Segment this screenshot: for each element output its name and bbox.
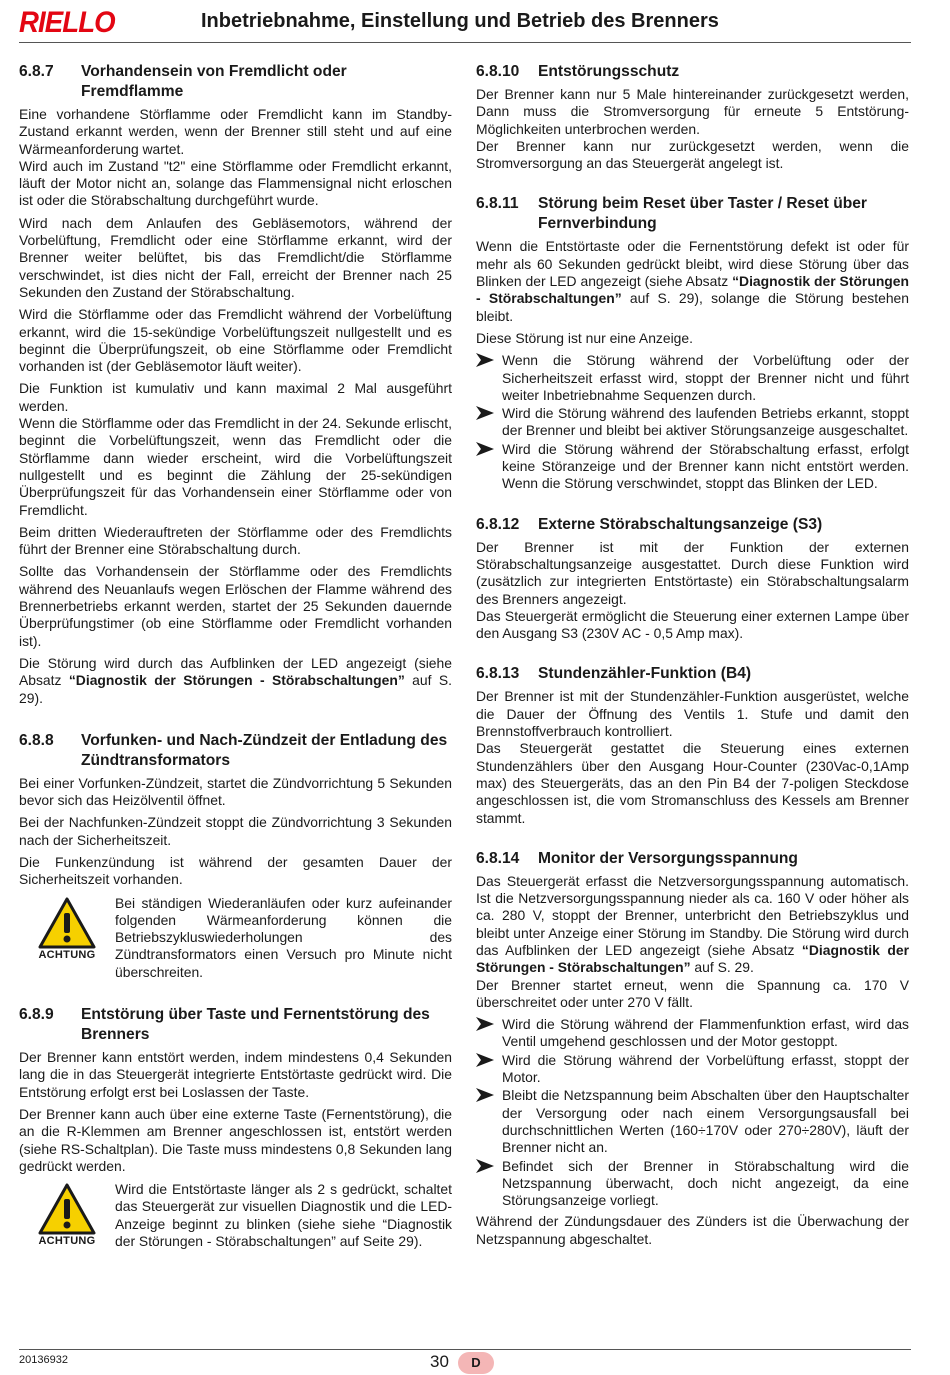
- section-title: Stundenzähler-Funktion (B4): [538, 665, 752, 683]
- warning-text: Wird die Entstörtaste länger als 2 s gedrückt, schaltet das Steuergerät zur visuellen Diagnostik und die LED-Anzeige beginnt zu blinken (siehe siehe “Diagnostik der Störungen - Störabschaltungen” auf Seite 29).: [115, 1181, 452, 1250]
- warning-icon-block: [19, 1181, 115, 1250]
- list-item: [476, 1052, 909, 1087]
- section-number: 6.8.14: [476, 849, 520, 867]
- list-item: [476, 441, 909, 493]
- document-number: 20136932: [19, 1354, 68, 1366]
- paragraph: Sollte das Vorhandensein der Störflamme oder des Fremdlichts während des Neuanlaufs wegen Erlöschen der Flamme während des Brennerbetriebs erkannt werden, startet der 25 Sekunden dauernde Überprüfungstimer (ob eine Störflamme oder Fremdlicht vorhanden ist).: [19, 563, 452, 649]
- page-title: Inbetriebnahme, Einstellung und Betrieb des Brenners: [201, 10, 719, 32]
- section-heading: [19, 731, 452, 771]
- section-heading: [476, 62, 909, 82]
- paragraph: Wenn die Störflamme oder das Fremdlicht in der 24. Sekunde erlischt, beginnt die Vorbelüftungszeit, wenn das Fremdlicht oder die Störflamme dann wieder erscheint, wird die Vorbelüftungszeit nullgestellt und es beginnt die Zählung der 25-sekündigen Überprüfungszeit für das Vorhandensein einer Störflamme oder von Fremdlicht.: [19, 415, 452, 518]
- section-title: Entstörung über Taste und Fernentstörung des Brenners: [81, 1006, 430, 1044]
- section-6-8-14: [476, 849, 909, 1248]
- paragraph: Die Funkenzündung ist während der gesamten Dauer der Sicherheitszeit vorhanden.: [19, 853, 452, 888]
- paragraph: Eine vorhandene Störflamme oder Fremdlicht kann im Standby-Zustand erkannt werden, wenn der Brenner still steht und auf eine Wärmeanforderung wartet.: [19, 106, 452, 157]
- list-item-text: Wird die Störung während des laufenden Betriebs erkannt, stoppt der Brenner und bleibt bei aktiver Störungsanzeige ausgeschaltet.: [502, 405, 909, 439]
- paragraph: Beim dritten Wiederauftreten der Störflamme oder des Fremdlichts führt der Brenner eine Störabschaltung durch.: [19, 523, 452, 558]
- section-heading: [476, 194, 909, 234]
- section-heading: [19, 62, 452, 102]
- warning-text: Bei ständigen Wiederanläufen oder kurz aufeinander folgenden Wärmeanforderung können die Betriebszykluswiederholungen des Zündtransformators einen Versuch pro Minute nicht überschreiten.: [115, 894, 452, 980]
- paragraph: Bei der Nachfunken-Zündzeit stoppt die Zündvorrichtung 3 Sekunden nach der Sicherheitszeit.: [19, 814, 452, 848]
- paragraph: [19, 655, 452, 707]
- warning-label: ACHTUNG: [38, 1235, 96, 1248]
- diagnostics-reference: “Diagnostik der Störungen - Störabschaltungen”: [476, 941, 909, 976]
- arrow-bullet-icon: [476, 1159, 494, 1173]
- section-6-8-7: [19, 62, 452, 707]
- arrow-bullet-icon: [476, 1088, 494, 1102]
- arrow-bullet-icon: [476, 1053, 494, 1067]
- section-heading: [19, 1005, 452, 1045]
- bullet-list: [476, 352, 909, 492]
- section-number: 6.8.12: [476, 515, 520, 533]
- paragraph: Der Brenner ist mit der Stundenzähler-Funktion ausgerüstet, welche die Dauer der Öffnung des Ventils 1. Stufe und damit den Brennstoffverbrauch kontrolliert.: [476, 688, 909, 740]
- list-item-text: Wird die Störung während der Flammenfunktion erfast, wird das Ventil umgehend geschlossen und der Motor gestoppt.: [502, 1016, 909, 1050]
- section-title: Externe Störabschaltungsanzeige (S3): [538, 515, 823, 533]
- list-item-text: Wird die Störung während der Störabschaltung erfasst, erfolgt keine Störanzeige und der Brenner kann nicht entstört werden. Wenn die Störung verschwindet, stoppt das Blinken der LED.: [502, 440, 909, 492]
- paragraph: Wird auch im Zustand "t2" eine Störflamme oder Fremdlicht erkannt, läuft der Motor nicht an, solange das Flammensignal nicht erloschen ist oder die Störabschaltung durchgeführt wurde.: [19, 157, 452, 209]
- section-heading: [476, 664, 909, 684]
- paragraph: Wird die Störflamme oder das Fremdlicht während der Vorbelüftung erkannt, wird die 15-sekündige Vorbelüftungszeit nullgestellt und es beginnt die Überprüfungszeit, ob eine Störflamme oder Fremdlicht vorhanden ist (der Gebläsemotor läuft weiter).: [19, 306, 452, 375]
- arrow-bullet-icon: [476, 442, 494, 456]
- section-number: 6.8.9: [19, 1006, 54, 1024]
- section-number: 6.8.13: [476, 665, 520, 683]
- warning-box: [19, 895, 452, 981]
- text-span: Wenn die Entstörtaste oder die Fernentstörung defekt ist oder für mehr als 60 Sekunden gedrückt bleibt, wird diese Störung über das Blinken der LED angezeigt (siehe Absatz: [476, 238, 909, 290]
- text-span: Die Störung wird durch das Aufblinken der LED angezeigt (siehe Absatz: [19, 654, 452, 689]
- paragraph: Das Steuergerät gestattet die Steuerung eines externen Stundenzählers über den Ausgang Hour-Counter (230Vac-0,1Amp max) des Steuergeräts, das an den Pin B4 der 7-poligen Steckdose angeschlossen ist, die vom Stromanschluss des Kessels am Brenner stammt.: [476, 740, 909, 826]
- list-item-text: Wird die Störung während der Vorbelüftung erfasst, stoppt der Motor.: [502, 1051, 909, 1086]
- paragraph: Die Funktion ist kumulativ und kann maximal 2 Mal ausgeführt werden.: [19, 380, 452, 414]
- warning-triangle-icon: [38, 1183, 96, 1235]
- section-6-8-13: [476, 664, 909, 826]
- section-title: Entstörungsschutz: [538, 63, 680, 80]
- section-heading: [476, 515, 909, 535]
- list-item-text: Bleibt die Netzspannung beim Abschalten über den Hauptschalter der Versorgung oder nach einem Versorgungsausfall bei durchschnittlichen Werten (160÷170V oder 270÷280V), läuft der Brenner nicht an.: [502, 1087, 909, 1156]
- bullet-list: [476, 1016, 909, 1209]
- section-6-8-12: [476, 515, 909, 643]
- paragraph: [476, 873, 909, 977]
- warning-box: [19, 1181, 452, 1250]
- text-span: auf S. 29.: [690, 959, 754, 976]
- list-item: [476, 352, 909, 404]
- language-badge: D: [458, 1352, 494, 1374]
- list-item-text: Wenn die Störung während der Vorbelüftung oder der Sicherheitszeit erfasst wird, stoppt der Brenner nicht und führt weiter Inbetriebnahme Sequenzen durch.: [502, 352, 909, 403]
- section-6-8-8: [19, 731, 452, 981]
- section-title: Störung beim Reset über Taster / Reset über Fernverbindung: [538, 195, 867, 233]
- diagnostics-reference: “Diagnostik der Störungen - Störabschaltungen”: [68, 672, 405, 689]
- paragraph: Der Brenner kann auch über eine externe Taste (Fernentstörung), die an die R-Klemmen am Brenner angeschlossen ist, entstört werden (siehe RS-Schaltplan). Die Taste muss mindestens 0,8 Sekunden lang gedrückt werden.: [19, 1105, 452, 1174]
- page-header: [0, 0, 950, 44]
- paragraph: Der Brenner kann nur 5 Male hintereinander zurückgesetzt werden, Dann muss die Stromversorgung für erneute 5 Entstörung-Möglichkeiten unterbrochen werden.: [476, 86, 909, 137]
- text-span: auf S. 29).: [19, 672, 453, 706]
- paragraph: Diese Störung ist nur eine Anzeige.: [476, 329, 693, 346]
- warning-icon-block: [19, 895, 115, 981]
- text-span: Das Steuergerät erfasst die Netzversorgungsspannung automatisch. Ist die Netzversorgungsspannung nieder als ca. 160 V oder höher als ca. 280 V, stoppt der Brenner, unterbricht den Betriebszyklus und bleibt unter Anzeige einer Störung im Standby. Die Störung wird durch das Aufblinken der LED angezeigt (siehe Absatz: [476, 872, 909, 958]
- arrow-bullet-icon: [476, 406, 494, 420]
- paragraph: Während der Zündungsdauer des Zünders ist die Überwachung der Netzspannung abgeschaltet.: [476, 1213, 909, 1247]
- diagnostics-reference: “Diagnostik der Störungen - Störabschaltungen”: [476, 273, 909, 307]
- section-number: 6.8.7: [19, 63, 54, 80]
- left-column: [19, 62, 452, 1267]
- list-item: [476, 1158, 909, 1210]
- section-number: 6.8.8: [19, 731, 54, 749]
- paragraph: Der Brenner ist mit der Funktion der externen Störabschaltungsanzeige ausgestattet. Durch diese Funktion wird (zusätzlich zur integrierten Entstörtaste) ein Störabschaltungsalarm des Brenners angezeigt.: [476, 538, 909, 607]
- warning-label: ACHTUNG: [38, 948, 96, 961]
- paragraph: Das Steuergerät ermöglicht die Steuerung einer externen Lampe über den Ausgang S3 (230V AC - 0,5 Amp max).: [476, 607, 909, 642]
- section-number: 6.8.10: [476, 63, 520, 80]
- arrow-bullet-icon: [476, 353, 494, 367]
- list-item-text: Befindet sich der Brenner in Störabschaltung wird die Netzspannung überwacht, doch nicht angezeigt, da eine Störungsanzeige vorliegt.: [502, 1157, 909, 1209]
- text-span: auf S. 29), solange die Störung bestehen bleibt.: [476, 290, 909, 324]
- right-column: [476, 62, 909, 1265]
- paragraph: [476, 238, 909, 324]
- paragraph: Bei einer Vorfunken-Zündzeit, startet die Zündvorrichtung 5 Sekunden bevor sich das Heizölventil öffnet.: [19, 774, 452, 809]
- page-number: 30: [430, 1352, 449, 1371]
- paragraph: Der Brenner kann entstört werden, indem mindestens 0,4 Sekunden lang die in das Steuergerät integrierte Entstörtaste gedrückt wird. Die Entstörung erfolgt erst bei Loslassen der Taste.: [19, 1049, 452, 1100]
- list-item: [476, 1087, 909, 1156]
- section-6-8-9: [19, 1005, 452, 1250]
- footer-divider: [19, 1349, 911, 1350]
- header-divider: [19, 42, 911, 43]
- riello-logo: RIELLO: [19, 6, 115, 39]
- section-6-8-11: [476, 194, 909, 492]
- section-6-8-10: [476, 62, 909, 172]
- list-item: [476, 405, 909, 440]
- paragraph: Der Brenner kann nur zurückgesetzt werden, wenn die Stromversorgung an das Steuergerät angelegt ist.: [476, 137, 909, 172]
- warning-triangle-icon: [38, 897, 96, 949]
- section-heading: [476, 849, 909, 869]
- section-number: 6.8.11: [476, 195, 519, 213]
- section-title: Monitor der Versorgungsspannung: [538, 849, 798, 867]
- section-title: Vorfunken- und Nach-Zündzeit der Entladung des Zündtransformators: [81, 731, 448, 769]
- paragraph: Der Brenner startet erneut, wenn die Spannung ca. 170 V überschreitet oder unter 270 V fällt.: [476, 976, 909, 1010]
- paragraph: Wird nach dem Anlaufen des Gebläsemotors, während der Vorbelüftung, Fremdlicht oder eine Störflamme erkannt, wird der Brenner weiter belüftet, bis das Fremdlicht/die Störflamme verschwindet, ist dies nicht der Fall, erreicht der Brenner nach 25 Sekunden den Zustand der Störabschaltung.: [19, 214, 452, 300]
- list-item: [476, 1016, 909, 1051]
- section-title: Vorhandensein von Fremdlicht oder Fremdflamme: [81, 63, 347, 100]
- arrow-bullet-icon: [476, 1017, 494, 1031]
